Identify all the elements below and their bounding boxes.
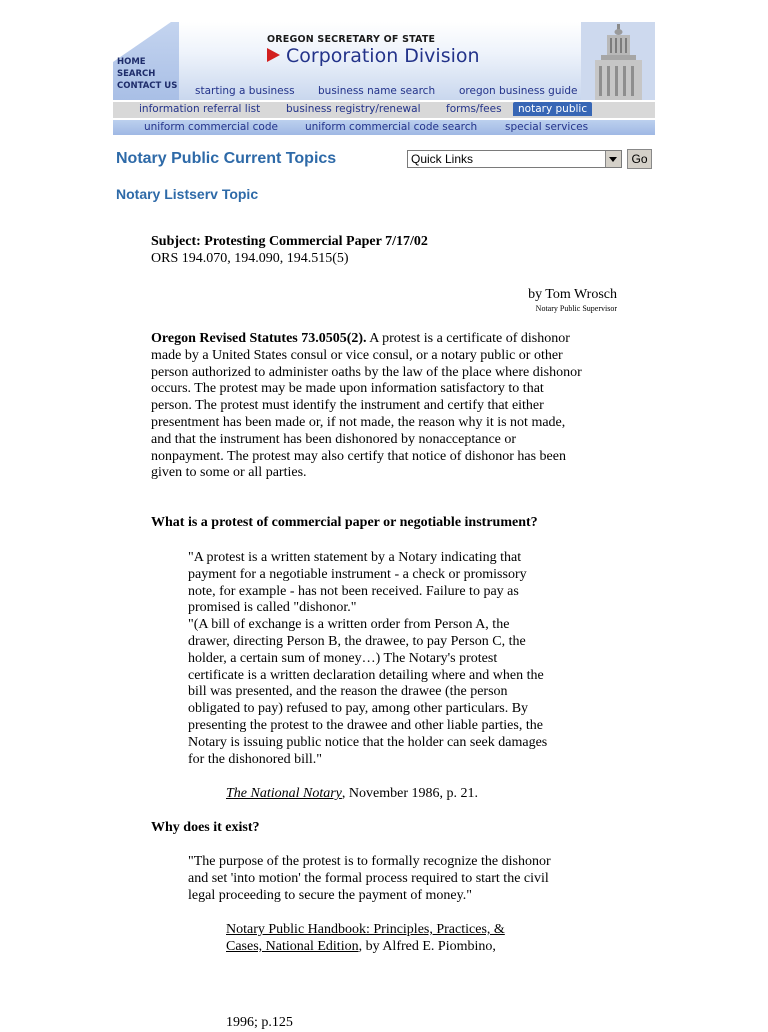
citation-2-author: , by Alfred E. Piombino,: [358, 938, 496, 954]
home-link[interactable]: HOME: [117, 57, 146, 67]
page-subtitle: Notary Listserv Topic: [116, 186, 259, 202]
statute-line: person authorized to administer oaths by the law of the place where dishonor: [151, 364, 582, 380]
quote-line: "The purpose of the protest is to formally recognize the dishonor: [188, 854, 551, 869]
statute-line: occurs. The protest may be made upon information satisfactory to that: [151, 381, 544, 397]
nav-uniform-commercial-code[interactable]: uniform commercial code: [144, 121, 278, 133]
quick-links-value: Quick Links: [411, 152, 474, 166]
nav-notary-public[interactable]: notary public: [513, 102, 592, 116]
quote-2: [188, 854, 588, 904]
quote-line: Notary is issuing public notice that the holder can seek damages: [188, 734, 548, 750]
question-what-is-protest: What is a protest of commercial paper or negotiable instrument?: [151, 515, 538, 530]
quote-line: "A protest is a written statement by a Notary indicating that: [188, 550, 522, 565]
red-arrow-icon: [267, 48, 280, 62]
quote-line: note, for example - has not been received. Failure to pay as: [188, 583, 519, 599]
citation-2-year: 1996; p.125: [226, 1015, 293, 1030]
nav-business-name-search[interactable]: business name search: [318, 85, 436, 97]
statute-line: person. The protest must identify the instrument and certify that either: [151, 398, 544, 414]
chevron-down-icon[interactable]: [605, 151, 621, 167]
quote-line: legal proceeding to secure the payment of money.": [188, 887, 472, 903]
citation-1-title: The National Notary: [226, 786, 342, 801]
quote-line: "(A bill of exchange is a written order from Person A, the: [188, 617, 510, 633]
nav-starting-a-business[interactable]: starting a business: [195, 85, 295, 97]
nav-forms-fees[interactable]: forms/fees: [446, 103, 502, 115]
byline-role: Notary Public Supervisor: [535, 304, 617, 313]
citation-1-rest: , November 1986, p. 21.: [341, 786, 478, 801]
question-why-exist: Why does it exist?: [151, 820, 260, 835]
statute-citation: Oregon Revised Statutes 73.0505(2).: [151, 331, 367, 346]
search-link[interactable]: SEARCH: [117, 69, 156, 79]
statute-line: given to some or all parties.: [151, 465, 307, 481]
citation-2-line: [226, 939, 505, 956]
site-banner: [113, 22, 655, 136]
citation-2-title-line: Notary Public Handbook: Principles, Practices, &: [226, 922, 505, 937]
agency-name: OREGON SECRETARY OF STATE: [267, 34, 436, 45]
page-title: Notary Public Current Topics: [116, 150, 337, 167]
quote-line: bill was presented, and the reason the drawee (the person: [188, 684, 508, 700]
nav-row-2: [113, 102, 655, 118]
quote-line: holder, a certain sum of money…) The Notary's protest: [188, 650, 498, 666]
nav-oregon-business-guide[interactable]: oregon business guide: [459, 85, 578, 97]
statute-line: made by a United States consul or vice consul, or a notary public or other: [151, 347, 563, 363]
citation-1: [226, 786, 478, 803]
byline: by Tom Wrosch: [528, 287, 617, 302]
quote-1: [188, 550, 588, 768]
citation-2: [226, 922, 505, 956]
nav-ucc-search[interactable]: uniform commercial code search: [305, 121, 478, 133]
quote-line: and set 'into motion' the formal process required to start the civil: [188, 870, 549, 886]
statute-line: and that the instrument has been dishonored by nonacceptance or: [151, 431, 517, 447]
article-ors: ORS 194.070, 194.090, 194.515(5): [151, 251, 349, 266]
nav-row-3: [113, 120, 655, 135]
statute-line: Oregon Revised Statutes 73.0505(2). A protest is a certificate of dishonor: [151, 331, 570, 346]
nav-information-referral-list[interactable]: information referral list: [139, 103, 261, 115]
article-subject: Subject: Protesting Commercial Paper 7/17/02: [151, 234, 428, 249]
statute-line: nonpayment. The protest may also certify that notice of dishonor has been: [151, 448, 566, 464]
quick-links-select[interactable]: [407, 150, 622, 168]
nav-business-registry-renewal[interactable]: business registry/renewal: [286, 103, 421, 115]
statute-paragraph: [151, 331, 621, 482]
quote-line: presenting the protest to the drawee and other liable parties, the: [188, 717, 543, 733]
citation-2-title-end: Cases, National Edition: [226, 938, 359, 954]
quote-line: drawer, directing Person B, the drawee, to pay Person C, the: [188, 633, 526, 649]
statute-line: presentment has been made or, if not made, the reason why it is not made,: [151, 414, 566, 430]
quote-line: certificate is a written declaration detailing where and when the: [188, 667, 544, 683]
quote-line: obligated to pay) refused to pay, among other particulars. By: [188, 701, 529, 717]
quote-line: payment for a negotiable instrument - a check or promissory: [188, 566, 527, 582]
division-title: [267, 45, 480, 67]
contact-us-link[interactable]: CONTACT US: [117, 81, 178, 91]
quote-line: promised is called "dishonor.": [188, 600, 357, 616]
division-label: Corporation Division: [286, 45, 480, 67]
nav-special-services[interactable]: special services: [505, 121, 589, 133]
go-button[interactable]: Go: [627, 149, 652, 169]
nav-row-1: [113, 84, 655, 100]
quote-line: for the dishonored bill.": [188, 751, 323, 767]
